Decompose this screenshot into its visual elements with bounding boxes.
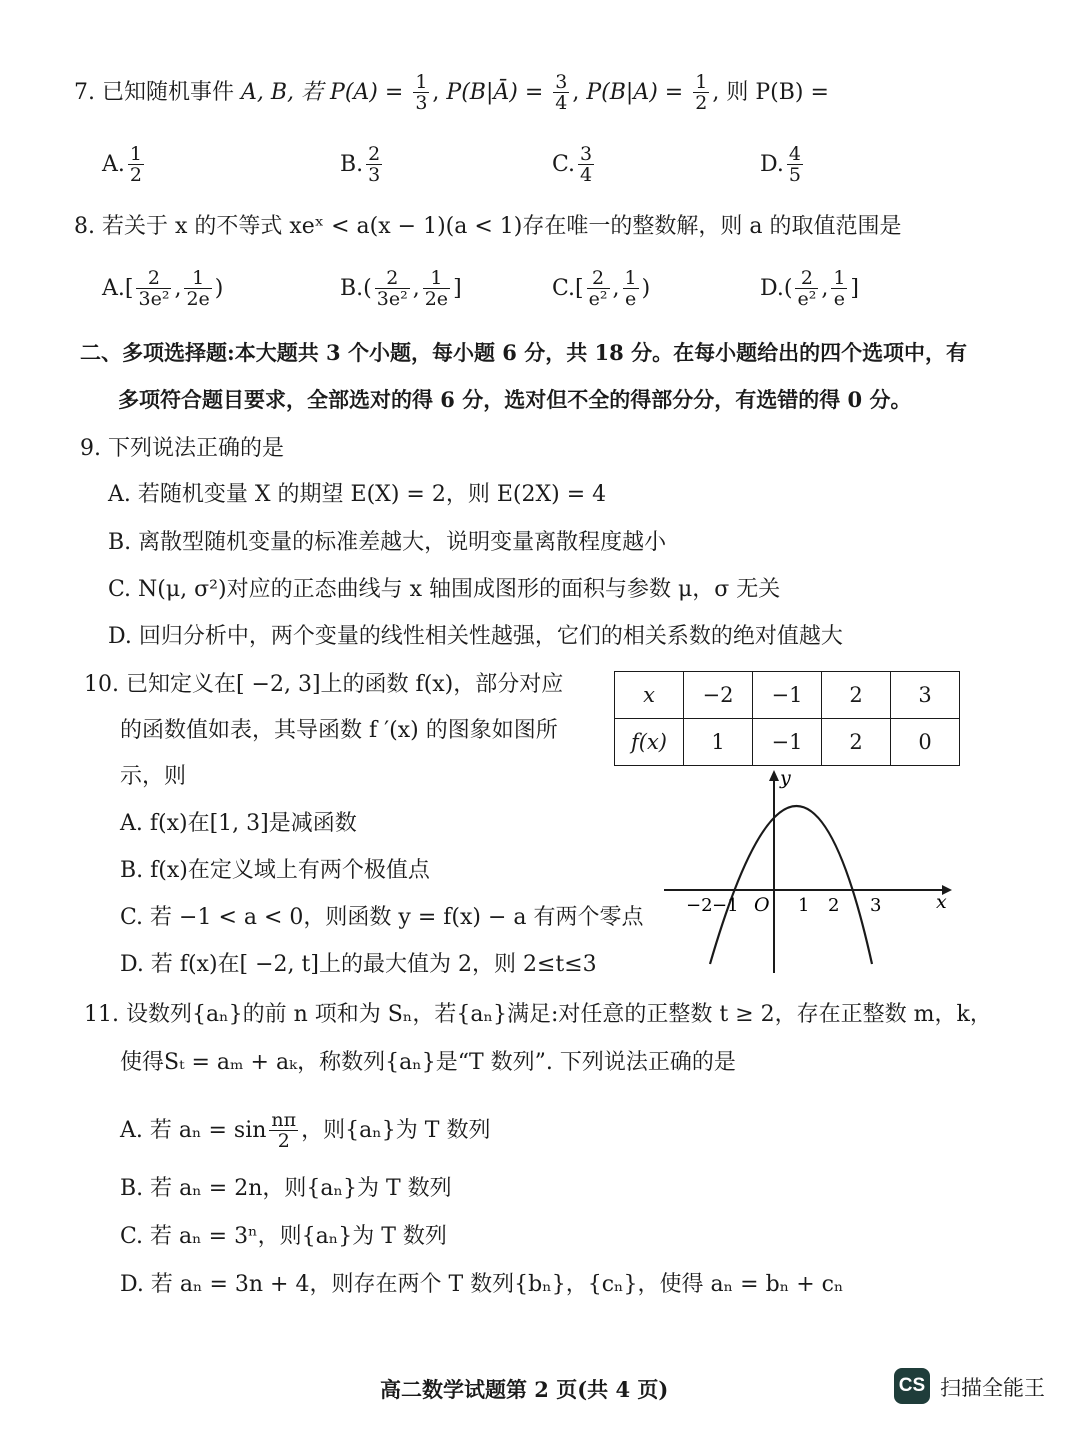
q7-pa: P(A) = — [330, 80, 404, 105]
q10-stem-1: 10. 已知定义在[ −2, 3]上的函数 f(x)，部分对应 — [84, 672, 564, 697]
q8-option-d: D.( $\frac{2}{\text{e²}}$ , $\frac{1}{e}$ ] — [760, 267, 860, 310]
q10-option-b: B. f(x)在定义域上有两个极值点 — [120, 858, 430, 883]
q9-option-d: D. 回归分析中，两个变量的线性相关性越强，它们的相关系数的绝对值越大 — [108, 624, 843, 649]
q8-option-a: A.[ $\frac{2}{\text{3e²}}$ , $\frac{1}{2e}$ ) — [102, 267, 224, 310]
derivative-curve — [710, 806, 872, 964]
tick-label-neg2: −2 — [686, 895, 713, 916]
page-footer: 高二数学试题第 2 页(共 4 页) — [380, 1377, 669, 1402]
table-header-row: x −2 −1 2 3 — [615, 672, 960, 719]
q9-stem: 9. 下列说法正确的是 — [80, 436, 284, 461]
q8-stem: 8. 若关于 x 的不等式 xeˣ < a(x − 1)(a < 1)存在唯一的整数解，则 a 的取值范围是 — [74, 214, 902, 239]
q7-option-a: A. $\frac{1}{2}$ — [102, 143, 142, 186]
q7-pba-bar-frac: $\frac{3}{4}$ — [555, 71, 568, 114]
section2-line1: 二、多项选择题:本大题共 3 个小题，每小题 6 分，共 18 分。在每小题给出的四个选项中，有 — [80, 340, 968, 365]
q11-option-a: A. 若 aₙ = sin $\frac{n\pi}{2}$ ，则{aₙ}为 T 数列 — [120, 1109, 491, 1152]
tick-label-1: 1 — [798, 895, 810, 916]
tick-label-neg1: −1 — [712, 895, 739, 916]
camscanner-logo-icon: CS — [894, 1368, 930, 1404]
y-axis-label: y — [780, 768, 791, 789]
q7-stem-prefix: 7. 已知随机事件 — [74, 80, 234, 105]
table-row: f(x) 1 −1 2 0 — [615, 719, 960, 766]
q7-pba-frac: $\frac{1}{2}$ — [695, 71, 708, 114]
camscanner-watermark-text: 扫描全能王 — [940, 1376, 1045, 1400]
tick-label-3: 3 — [870, 895, 882, 916]
q11-stem-2: 使得Sₜ = aₘ + aₖ，称数列{aₙ}是“T 数列”. 下列说法正确的是 — [120, 1050, 736, 1075]
q7-stem: 7. 已知随机事件 A, B, 若 P(A) = $\frac{1}{3}$ , P(B|Ā) = $\frac{3}{4}$ , P(B|A) = $\frac{1}{2}$ , 则 P(B) = — [74, 71, 829, 114]
q10-stem-3: 示，则 — [120, 764, 187, 789]
q9-option-c: C. N(μ, σ²)对应的正态曲线与 x 轴围成图形的面积与参数 μ，σ 无关 — [108, 577, 781, 602]
q11-option-c: C. 若 aₙ = 3ⁿ，则{aₙ}为 T 数列 — [120, 1224, 447, 1249]
q7-option-c: C. $\frac{3}{4}$ — [552, 143, 593, 186]
q10-stem-2: 的函数值如表，其导函数 f ′(x) 的图象如图所 — [120, 718, 558, 743]
q10-option-a: A. f(x)在[1, 3]是减函数 — [120, 811, 357, 836]
q9-option-b: B. 离散型随机变量的标准差越大，说明变量离散程度越小 — [108, 530, 667, 555]
q7-pa-frac: $\frac{1}{3}$ — [415, 71, 428, 114]
origin-label: O — [754, 894, 770, 916]
q7-events: A, B, 若 — [240, 80, 324, 105]
section2-line2: 多项符合题目要求，全部选对的得 6 分，选对但不全的得部分分，有选错的得 0 分。 — [118, 387, 912, 412]
q11-option-d: D. 若 aₙ = 3n + 4，则存在两个 T 数列{bₙ}，{cₙ}，使得 aₙ = bₙ + cₙ — [120, 1272, 844, 1297]
q10-option-c: C. 若 −1 < a < 0，则函数 y = f(x) − a 有两个零点 — [120, 905, 644, 930]
q11-stem-1: 11. 设数列{aₙ}的前 n 项和为 Sₙ，若{aₙ}满足:对任意的正整数 t ≥ 2，存在正整数 m，k， — [84, 1002, 992, 1027]
q8-option-b: B.( $\frac{2}{\text{3e²}}$ , $\frac{1}{2e}$ ] — [340, 267, 462, 310]
q7-option-b: B. $\frac{2}{3}$ — [340, 143, 381, 186]
q10-value-table — [614, 671, 960, 766]
q7-pba: P(B|A) = — [586, 80, 684, 105]
x-axis-label: x — [936, 891, 947, 913]
q10-derivative-graph — [660, 768, 960, 978]
q7-option-d: D. $\frac{4}{5}$ — [760, 143, 801, 186]
q10-option-d: D. 若 f(x)在[ −2, t]上的最大值为 2，则 2≤t≤3 — [120, 952, 597, 977]
q11-option-b: B. 若 aₙ = 2n，则{aₙ}为 T 数列 — [120, 1176, 452, 1201]
q9-option-a: A. 若随机变量 X 的期望 E(X) = 2，则 E(2X) = 4 — [108, 482, 607, 507]
q8-option-c: C.[ $\frac{2}{\text{e²}}$ , $\frac{1}{e}$ ) — [552, 267, 651, 310]
q7-pba-bar: P(B|Ā) = — [446, 80, 544, 105]
y-axis-arrow — [769, 770, 779, 781]
q7-tail: 则 P(B) = — [726, 80, 829, 105]
tick-label-2: 2 — [828, 895, 840, 916]
